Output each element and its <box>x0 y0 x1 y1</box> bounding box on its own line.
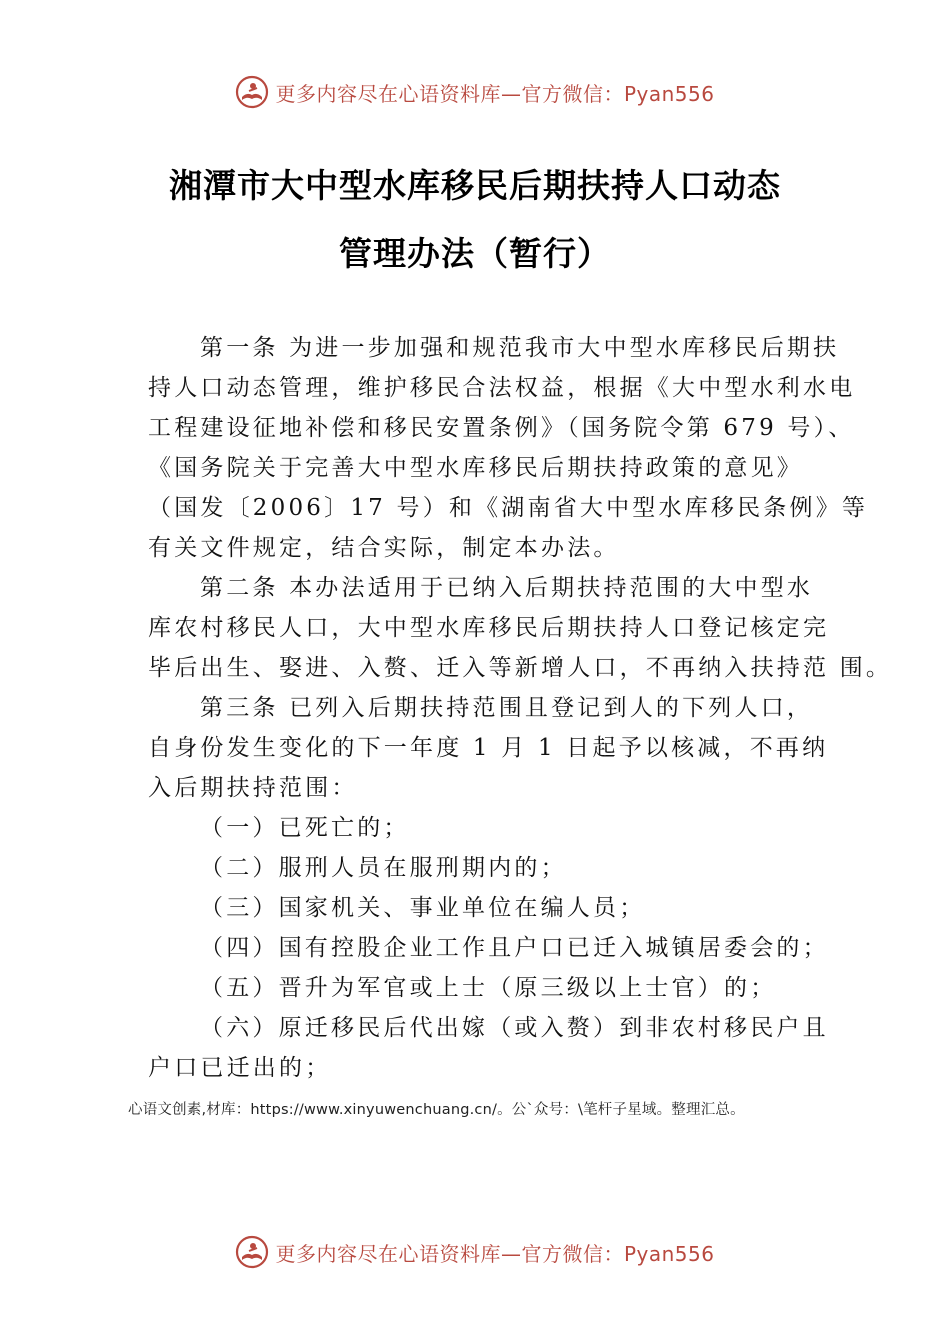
article-2-line-2: 库农村移民人口，大中型水库移民后期扶持人口登记核定完 <box>148 615 830 641</box>
article-1-line-5: （国发〔2006〕17 号）和《湖南省大中型水库移民条例》等 <box>148 495 869 521</box>
article-3-line-3: 入后期扶持范围： <box>148 775 358 801</box>
list-item-2: （二）服刑人员在服刑期内的； <box>200 855 567 881</box>
banner-text: 更多内容尽在心语资料库—官方微信：Pyan556 <box>275 81 715 106</box>
list-item-4: （四）国有控股企业工作且户口已迁入城镇居委会的； <box>200 935 829 961</box>
top-banner <box>0 72 950 112</box>
article-1-line-4: 《国务院关于完善大中型水库移民后期扶持政策的意见》 <box>148 455 803 481</box>
list-item-3: （三）国家机关、事业单位在编人员； <box>200 895 646 921</box>
document-title-line-1: 湘潭市大中型水库移民后期扶持人口动态 <box>169 166 781 205</box>
document-title-line-2: 管理办法（暂行） <box>339 234 611 273</box>
bottom-banner <box>0 1232 950 1272</box>
list-item-1: （一）已死亡的； <box>200 815 410 841</box>
list-item-6-line-1: （六）原迁移民后代出嫁（或入赘）到非农村移民户且 <box>200 1015 829 1041</box>
article-1-line-6: 有关文件规定，结合实际，制定本办法。 <box>148 535 620 561</box>
article-3-line-1: 第三条 已列入后期扶持范围且登记到人的下列人口， <box>200 695 814 721</box>
list-item-5: （五）晋升为军官或上士（原三级以上士官）的； <box>200 975 777 1001</box>
article-2-line-1: 第二条 本办法适用于已纳入后期扶持范围的大中型水 <box>200 575 814 601</box>
reading-book-logo-icon <box>235 1235 269 1269</box>
source-note: 心语文创素,材库：https://www.xinyuwenchuang.cn/。公`众号：\笔杆子星域。整理汇总。 <box>128 1102 745 1118</box>
reading-book-logo-icon <box>235 75 269 109</box>
article-1-line-1: 第一条 为进一步加强和规范我市大中型水库移民后期扶 <box>200 335 840 361</box>
list-item-6-line-2: 户口已迁出的； <box>148 1055 332 1081</box>
banner-text: 更多内容尽在心语资料库—官方微信：Pyan556 <box>275 1241 715 1266</box>
article-2-line-3: 毕后出生、娶进、入赘、迁入等新增人口，不再纳入扶持范 围。 <box>148 655 893 681</box>
article-1-line-2: 持人口动态管理，维护移民合法权益，根据《大中型水利水电 <box>148 375 856 401</box>
article-3-line-2: 自身份发生变化的下一年度 1 月 1 日起予以核减，不再纳 <box>148 735 829 761</box>
article-1-line-3: 工程建设征地补偿和移民安置条例》（国务院令第 679 号）、 <box>148 415 855 441</box>
